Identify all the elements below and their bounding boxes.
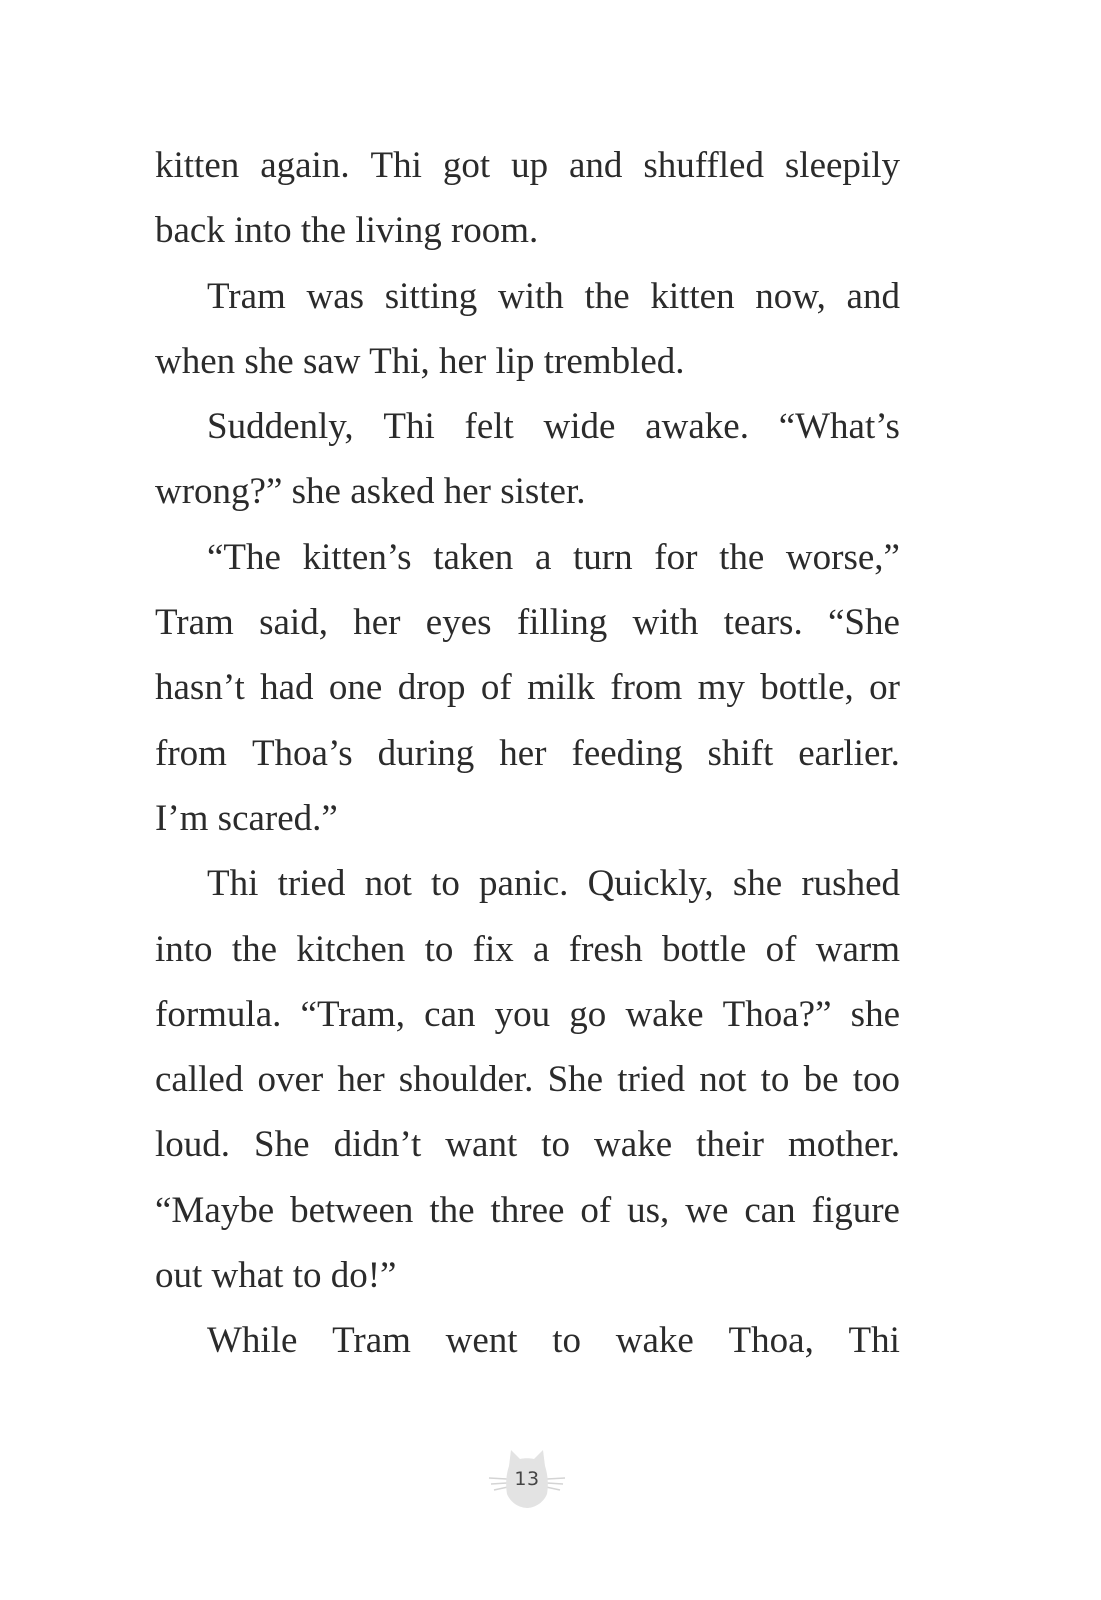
word: the xyxy=(231,928,278,970)
word: “Maybe xyxy=(155,1189,275,1231)
word: or xyxy=(869,667,900,709)
word: shoulder. xyxy=(398,1059,534,1101)
text-line xyxy=(155,133,900,198)
text-line: out what to do!” xyxy=(155,1255,397,1297)
text-line xyxy=(155,264,900,329)
word: shift xyxy=(707,732,774,774)
word: her xyxy=(353,602,401,644)
page-folio xyxy=(487,1442,567,1512)
word: of xyxy=(580,1189,612,1231)
word: can xyxy=(744,1189,796,1231)
word: Thi xyxy=(207,863,259,905)
word: wake xyxy=(615,1320,694,1362)
page-number: 13 xyxy=(514,1468,540,1490)
word: taken xyxy=(433,536,514,578)
word: feeding xyxy=(571,732,683,774)
word: to xyxy=(552,1320,582,1362)
text-line xyxy=(155,1308,900,1373)
text-line xyxy=(155,590,900,655)
word: went xyxy=(445,1320,518,1362)
word: to xyxy=(760,1059,790,1101)
word: she xyxy=(850,993,900,1035)
word: fresh xyxy=(568,928,643,970)
word: bottle xyxy=(662,928,747,970)
word: She xyxy=(547,1059,604,1101)
text-line xyxy=(155,721,900,786)
word: my xyxy=(697,667,745,709)
word: Thoa?” xyxy=(722,993,832,1035)
word: we xyxy=(685,1189,729,1231)
word: was xyxy=(306,275,365,317)
word: Tram xyxy=(332,1320,411,1362)
word: she xyxy=(732,863,783,905)
word: of xyxy=(765,928,797,970)
text-line xyxy=(155,1178,900,1243)
word: kitchen xyxy=(296,928,406,970)
word: milk xyxy=(527,667,595,709)
word: turn xyxy=(573,536,633,578)
word: between xyxy=(290,1189,414,1231)
word: Suddenly, xyxy=(207,406,354,448)
word: be xyxy=(803,1059,839,1101)
word: Quickly, xyxy=(587,863,714,905)
word: not xyxy=(364,863,412,905)
word: during xyxy=(377,732,475,774)
word: She xyxy=(254,1124,310,1166)
word: panic. xyxy=(479,863,569,905)
word: her xyxy=(337,1059,385,1101)
word: can xyxy=(424,993,476,1035)
word: a xyxy=(533,928,550,970)
word: to xyxy=(431,863,460,905)
word: from xyxy=(155,732,227,774)
word: mother. xyxy=(787,1124,900,1166)
word: and xyxy=(846,275,900,317)
text-line xyxy=(155,851,900,916)
text-line: when she saw Thi, her lip trembled. xyxy=(155,340,685,382)
word: go xyxy=(569,993,607,1035)
word: up xyxy=(511,145,549,186)
text-line xyxy=(155,1047,900,1112)
word: wide xyxy=(543,406,616,448)
word: over xyxy=(257,1059,324,1101)
word: Thi xyxy=(383,406,435,448)
word: eyes xyxy=(425,602,492,644)
word: a xyxy=(534,536,552,578)
word: “She xyxy=(828,602,900,644)
text-line xyxy=(155,917,900,982)
text-line xyxy=(155,525,900,590)
word: tried xyxy=(617,1059,686,1101)
word: into xyxy=(155,928,213,970)
word: of xyxy=(480,667,512,709)
word: kitten xyxy=(155,145,240,186)
word: hasn’t xyxy=(155,667,245,709)
word: you xyxy=(494,993,551,1035)
word: figure xyxy=(811,1189,900,1231)
word: said, xyxy=(259,602,328,644)
word: felt xyxy=(464,406,514,448)
word: Tram xyxy=(155,602,234,644)
text-line xyxy=(155,982,900,1047)
word: their xyxy=(696,1124,764,1166)
word: Thi xyxy=(370,145,422,186)
word: us, xyxy=(627,1189,670,1231)
word: worse,” xyxy=(785,536,900,578)
text-line: back into the living room. xyxy=(155,210,539,252)
word: had xyxy=(260,667,314,709)
word: wake xyxy=(594,1124,673,1166)
text-line: I’m scared.” xyxy=(155,797,338,839)
word: for xyxy=(654,536,698,578)
word: Thoa’s xyxy=(251,732,353,774)
word: and xyxy=(569,145,623,186)
word: earlier. xyxy=(798,732,900,774)
word: Thi xyxy=(848,1320,900,1362)
word: filling xyxy=(516,602,608,644)
word: sleepily xyxy=(784,145,900,186)
word: want xyxy=(445,1124,518,1166)
word: rushed xyxy=(801,863,900,905)
word: Thoa, xyxy=(728,1320,814,1362)
word: her xyxy=(499,732,547,774)
word: one xyxy=(328,667,383,709)
text-line xyxy=(155,1112,900,1177)
word: wake xyxy=(625,993,704,1035)
word: tears. xyxy=(723,602,803,644)
word: Tram xyxy=(207,275,286,317)
word: kitten xyxy=(650,275,735,317)
word: tried xyxy=(277,863,346,905)
word: drop xyxy=(397,667,466,709)
word: the xyxy=(584,275,630,317)
word: didn’t xyxy=(333,1124,422,1166)
word: to xyxy=(424,928,454,970)
word: from xyxy=(610,667,683,709)
word: sitting xyxy=(384,275,478,317)
word: formula. xyxy=(155,993,282,1035)
text-line: wrong?” she asked her sister. xyxy=(155,471,586,513)
word: “Tram, xyxy=(300,993,406,1035)
word: now, xyxy=(755,275,826,317)
body-text xyxy=(155,133,900,1374)
word: bottle, xyxy=(760,667,854,709)
word: “What’s xyxy=(778,406,900,448)
text-line xyxy=(155,394,900,459)
word: loud. xyxy=(155,1124,231,1166)
word: fix xyxy=(472,928,514,970)
word: called xyxy=(155,1059,244,1101)
word: warm xyxy=(815,928,900,970)
word: with xyxy=(632,602,699,644)
word: shuffled xyxy=(643,145,764,186)
word: got xyxy=(442,145,491,186)
word: While xyxy=(207,1320,298,1362)
text-line xyxy=(155,655,900,720)
word: the xyxy=(429,1189,475,1231)
word: three xyxy=(490,1189,565,1231)
word: kitten’s xyxy=(302,536,412,578)
word: “The xyxy=(207,536,281,578)
word: too xyxy=(852,1059,900,1101)
word: not xyxy=(699,1059,747,1101)
word: to xyxy=(541,1124,571,1166)
word: the xyxy=(719,536,765,578)
word: with xyxy=(497,275,564,317)
word: awake. xyxy=(645,406,749,448)
word: again. xyxy=(260,145,350,186)
